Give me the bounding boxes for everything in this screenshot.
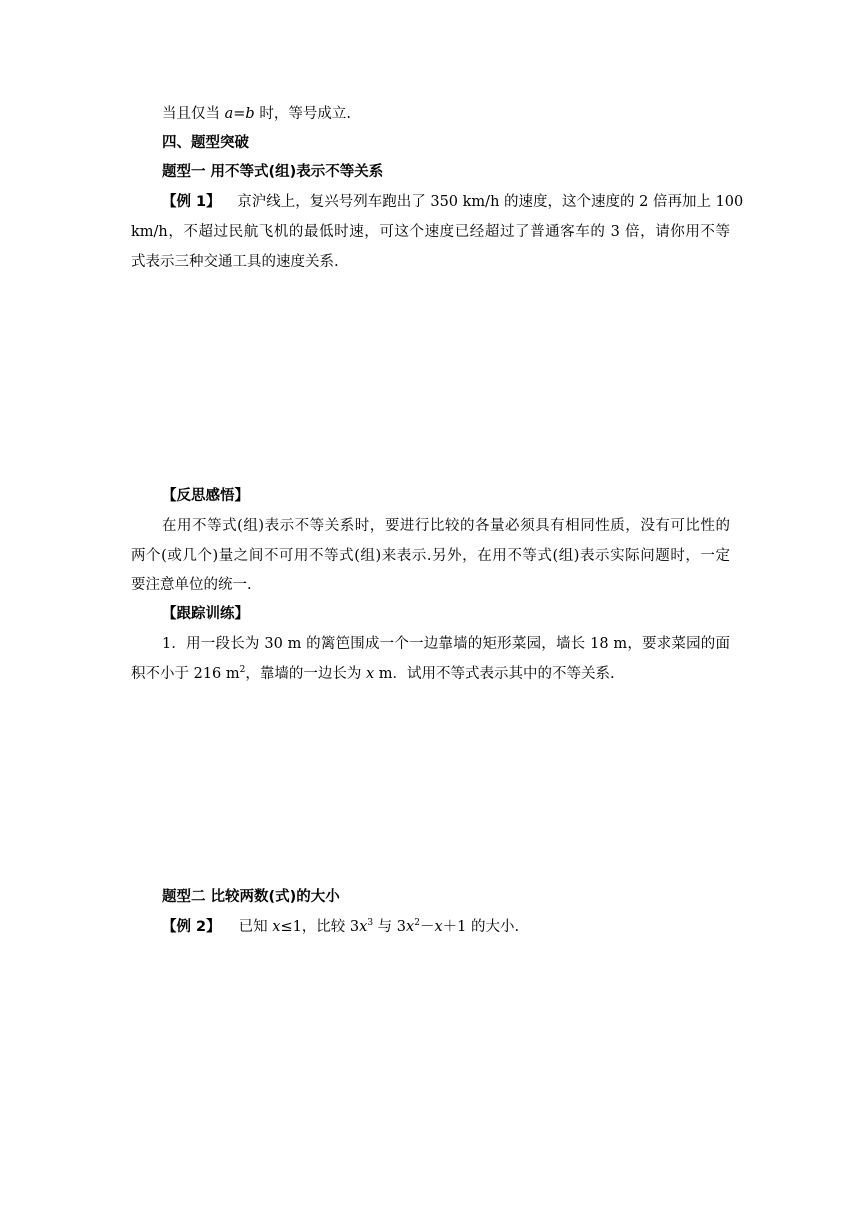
intro-text-1: 当且仅当 (162, 106, 225, 122)
reflection-line-2: 两个(或几个)量之间不可用不等式(组)来表示.另外，在用不等式(组)表示实际问题时，一定 (131, 548, 730, 564)
example2-label: 【例 2】 (162, 919, 221, 935)
reflection-label: 【反思感悟】 (162, 488, 249, 504)
example2-line (162, 917, 519, 937)
type2-heading: 题型二 比较两数(式)的大小 (162, 889, 340, 905)
example1-line-2: km/h，不超过民航飞机的最低时速，可这个速度已经超过了普通客车的 3 倍，请你用不等 (131, 224, 730, 240)
variable-a: a (224, 106, 234, 122)
superscript-2: 2 (414, 918, 420, 928)
variable-x: x (359, 919, 368, 935)
variable-x: x (434, 919, 443, 935)
practice-line-2 (131, 664, 615, 684)
reflection-line-3: 要注意单位的统一. (131, 577, 252, 593)
superscript-2: 2 (239, 665, 246, 675)
section-heading: 四、题型突破 (162, 135, 249, 151)
superscript-3: 3 (367, 918, 374, 928)
practice-text-3: m．试用不等式表示其中的不等关系. (374, 666, 615, 682)
example1-label: 【例 1】 (162, 194, 221, 210)
example2-text-5: ＋1 的大小. (442, 919, 520, 935)
example1-text-1: 京沪线上，复兴号列车跑出了 350 km/h 的速度，这个速度的 2 倍再加上 100 (237, 194, 744, 210)
example1-line-3: 式表示三种交通工具的速度关系. (131, 254, 339, 270)
variable-x: x (272, 919, 281, 935)
variable-x: x (406, 919, 415, 935)
variable-x: x (366, 666, 375, 682)
practice-label: 【跟踪训练】 (162, 606, 249, 622)
intro-line (162, 104, 351, 124)
example2-text-2: ≤1，比较 3 (280, 919, 360, 935)
type1-heading: 题型一 用不等式(组)表示不等关系 (162, 164, 384, 180)
intro-text-2: 时，等号成立. (254, 106, 351, 122)
practice-line-1: 1．用一段长为 30 m 的篱笆围成一个一边靠墙的矩形菜园，墙长 18 m，要求菜园的面 (162, 636, 730, 652)
practice-text-1: 积不小于 216 m (131, 666, 240, 682)
variable-b: b (245, 106, 255, 122)
example1-line-1 (162, 192, 744, 212)
example2-text-3: 与 3 (373, 919, 407, 935)
equals-sign: = (233, 106, 246, 122)
reflection-line-1: 在用不等式(组)表示不等关系时，要进行比较的各量必须具有相同性质，没有可比性的 (162, 518, 730, 534)
example2-text-4: － (419, 919, 435, 935)
practice-text-2: ，靠墙的一边长为 (245, 666, 366, 682)
example2-text-1: 已知 (238, 919, 273, 935)
